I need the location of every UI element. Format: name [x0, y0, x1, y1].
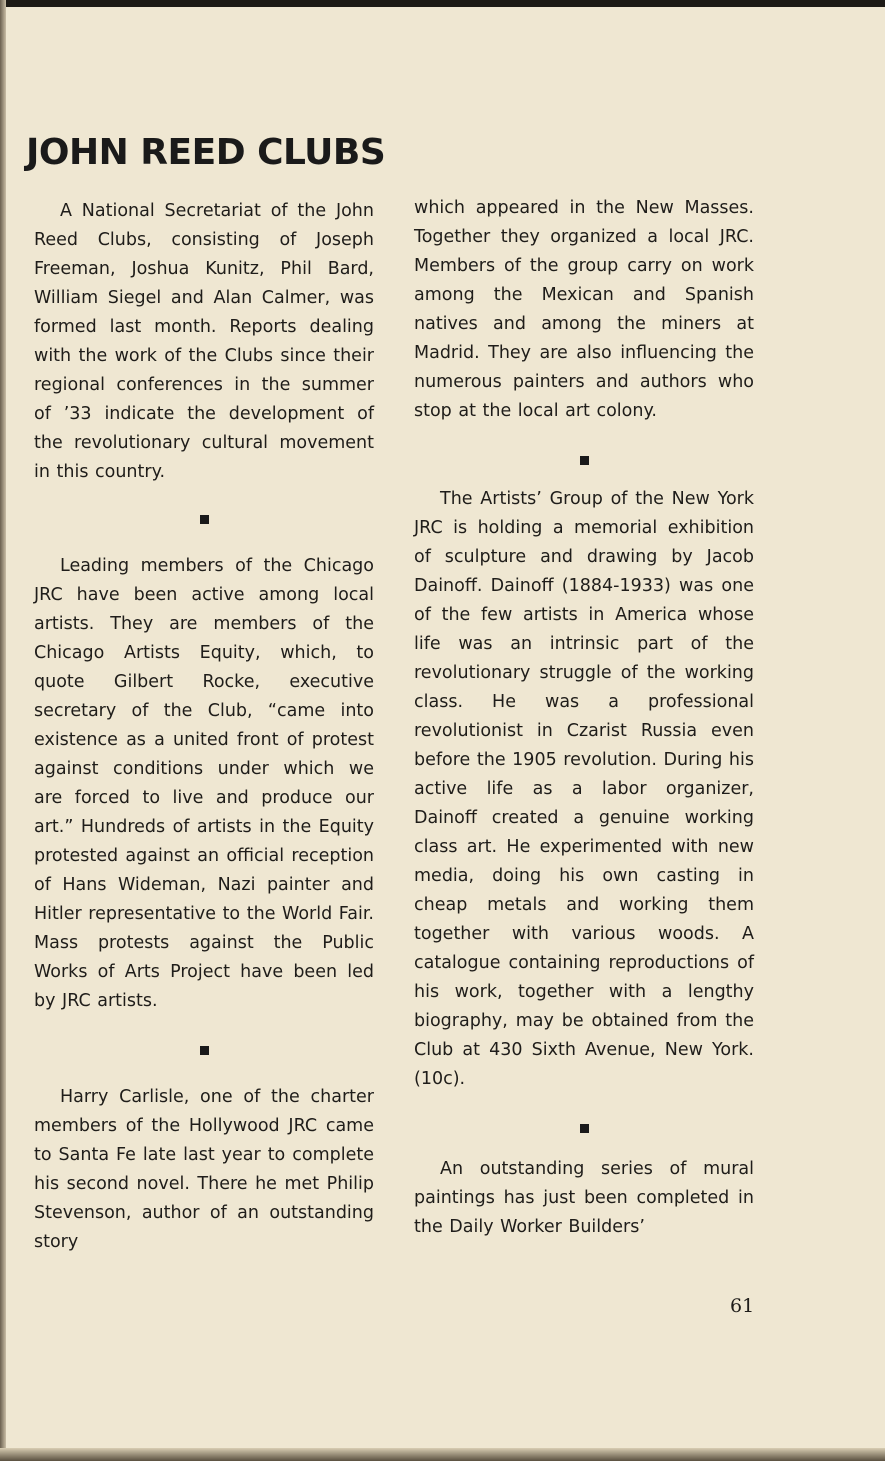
- section-separator: [200, 1046, 209, 1055]
- page-number: 61: [730, 1295, 755, 1317]
- paragraph-national-secretariat: A National Secretariat of the John Reed Clubs, consisting of Joseph Freeman, Joshua Kunitz, Phil Bard, William Siegel and Alan Calmer, was formed last month. Reports dealing with the work of the Clubs since their regional conferences in the summer of ’33 indicate the development of the revolutionary cultural movement in this country.: [34, 201, 374, 482]
- section-separator: [580, 456, 589, 465]
- right-column: [414, 194, 754, 1242]
- paragraph-chicago-jrc: Leading members of the Chicago JRC have been active among local artists. They are members of the Chicago Artists Equity, which, to quote Gilbert Rocke, executive secretary of the Club, “came into existence as a united front of protest against conditions under which we are forced to live and produce our art.” Hundreds of artists in the Equity protested against an official reception of Hans Wideman, Nazi painter and Hitler representative to the World Fair. Mass protests against the Public Works of Arts Project have been led by JRC artists.: [34, 556, 374, 1011]
- section-separator: [200, 515, 209, 524]
- left-column: [34, 197, 374, 1257]
- paragraph-harry-carlisle: Harry Carlisle, one of the charter members of the Hollywood JRC came to Santa Fe late last year to complete his second novel. There he met Philip Stevenson, author of an outstanding story: [34, 1087, 374, 1252]
- page-title: JOHN REED CLUBS: [26, 132, 386, 173]
- page-top-edge: [0, 0, 885, 7]
- paragraph-mural-paintings: An outstanding series of mural paintings has just been completed in the Daily Worker Builders’: [414, 1159, 754, 1237]
- section-separator: [580, 1124, 589, 1133]
- page-spine-edge: [0, 0, 6, 1461]
- page-bottom-edge: [0, 1448, 885, 1461]
- paragraph-dainoff-exhibition: The Artists’ Group of the New York JRC is holding a memorial exhibition of sculpture and drawing by Jacob Dainoff. Dainoff (1884-1933) was one of the few artists in America whose life was an intrinsic part of the revolutionary struggle of the working class. He was a professional revolutionist in Czarist Russia even before the 1905 revolution. During his active life as a labor organizer, Dainoff created a genuine working class art. He experimented with new media, doing his own casting in cheap metals and working them together with various woods. A catalogue containing reproductions of his work, together with a lengthy biography, may be obtained from the Club at 430 Sixth Avenue, New York. (10c).: [414, 489, 754, 1089]
- paragraph-santa-fe-jrc: which appeared in the New Masses. Together they organized a local JRC. Members of the group carry on work among the Mexican and Spanish natives and among the miners at Madrid. They are also influencing the numerous painters and authors who stop at the local art colony.: [414, 198, 754, 421]
